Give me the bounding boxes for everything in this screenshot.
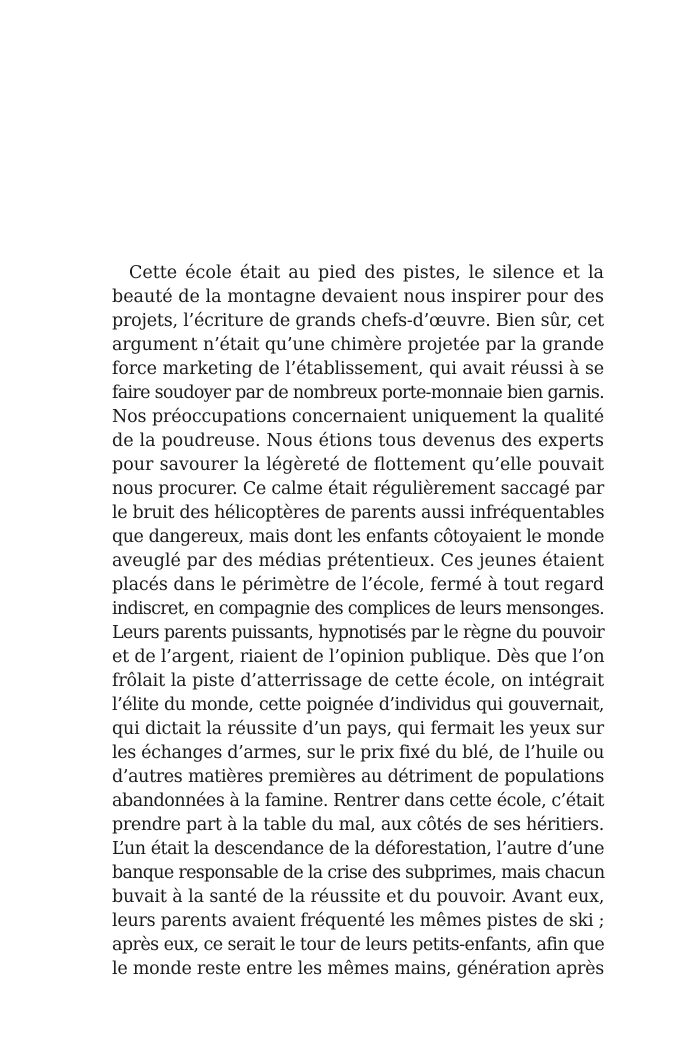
text-line: que dangereux, mais dont les enfants côtoyaient le monde [112,527,604,547]
text-line: de la poudreuse. Nous étions tous devenus des experts [112,431,604,451]
text-line: nous procurer. Ce calme était régulièrement saccagé par [112,479,604,499]
text-line: frôlait la piste d’atterrissage de cette école, on intégrait [112,671,604,691]
text-line: beauté de la montagne devaient nous inspirer pour des [112,287,604,307]
text-line: faire soudoyer par de nombreux porte-monnaie bien garnis. [112,383,604,403]
text-line: projets, l’écriture de grands chefs-d’œuvre. Bien sûr, cet [112,311,604,331]
text-line: abandonnées à la famine. Rentrer dans cette école, c’était [112,791,604,811]
text-line: et de l’argent, riaient de l’opinion publique. Dès que l’on [112,647,605,667]
text-line: placés dans le périmètre de l’école, fermé à tout regard [112,575,604,595]
body-paragraph [112,261,604,981]
text-line: pour savourer la légèreté de flottement qu’elle pouvait [112,455,604,475]
text-line: Cette école était au pied des pistes, le silence et la [129,263,604,283]
text-line: leurs parents avaient fréquenté les mêmes pistes de ski ; [112,911,605,931]
text-line: aveuglé par des médias prétentieux. Ces jeunes étaient [112,551,604,571]
text-line: Nos préoccupations concernaient uniquement la qualité [112,407,604,427]
text-line: prendre part à la table du mal, aux côtés de ses héritiers. [112,815,604,835]
text-line: Leurs parents puissants, hypnotisés par le règne du pouvoir [112,623,604,643]
text-line: qui dictait la réussite d’un pays, qui fermait les yeux sur [112,719,604,739]
text-line: banque responsable de la crise des subprimes, mais chacun [112,863,605,883]
text-line: d’autres matières premières au détriment de populations [112,767,604,787]
text-line: l’élite du monde, cette poignée d’individus qui gouvernait, [112,695,604,715]
text-line: buvait à la santé de la réussite et du pouvoir. Avant eux, [112,887,605,907]
text-line: le monde reste entre les mêmes mains, génération après [112,959,604,979]
text-line: les échanges d’armes, sur le prix fixé du blé, de l’huile ou [112,743,604,763]
text-line: force marketing de l’établissement, qui avait réussi à se [112,359,604,379]
text-line: après eux, ce serait le tour de leurs petits-enfants, afin que [112,935,605,955]
text-line: L’un était la descendance de la déforestation, l’autre d’une [112,839,604,859]
text-line: argument n’était qu’une chimère projetée par la grande [112,335,604,355]
text-line: le bruit des hélicoptères de parents aussi infréquentables [112,503,605,523]
text-line: indiscret, en compagnie des complices de leurs mensonges. [112,599,604,619]
